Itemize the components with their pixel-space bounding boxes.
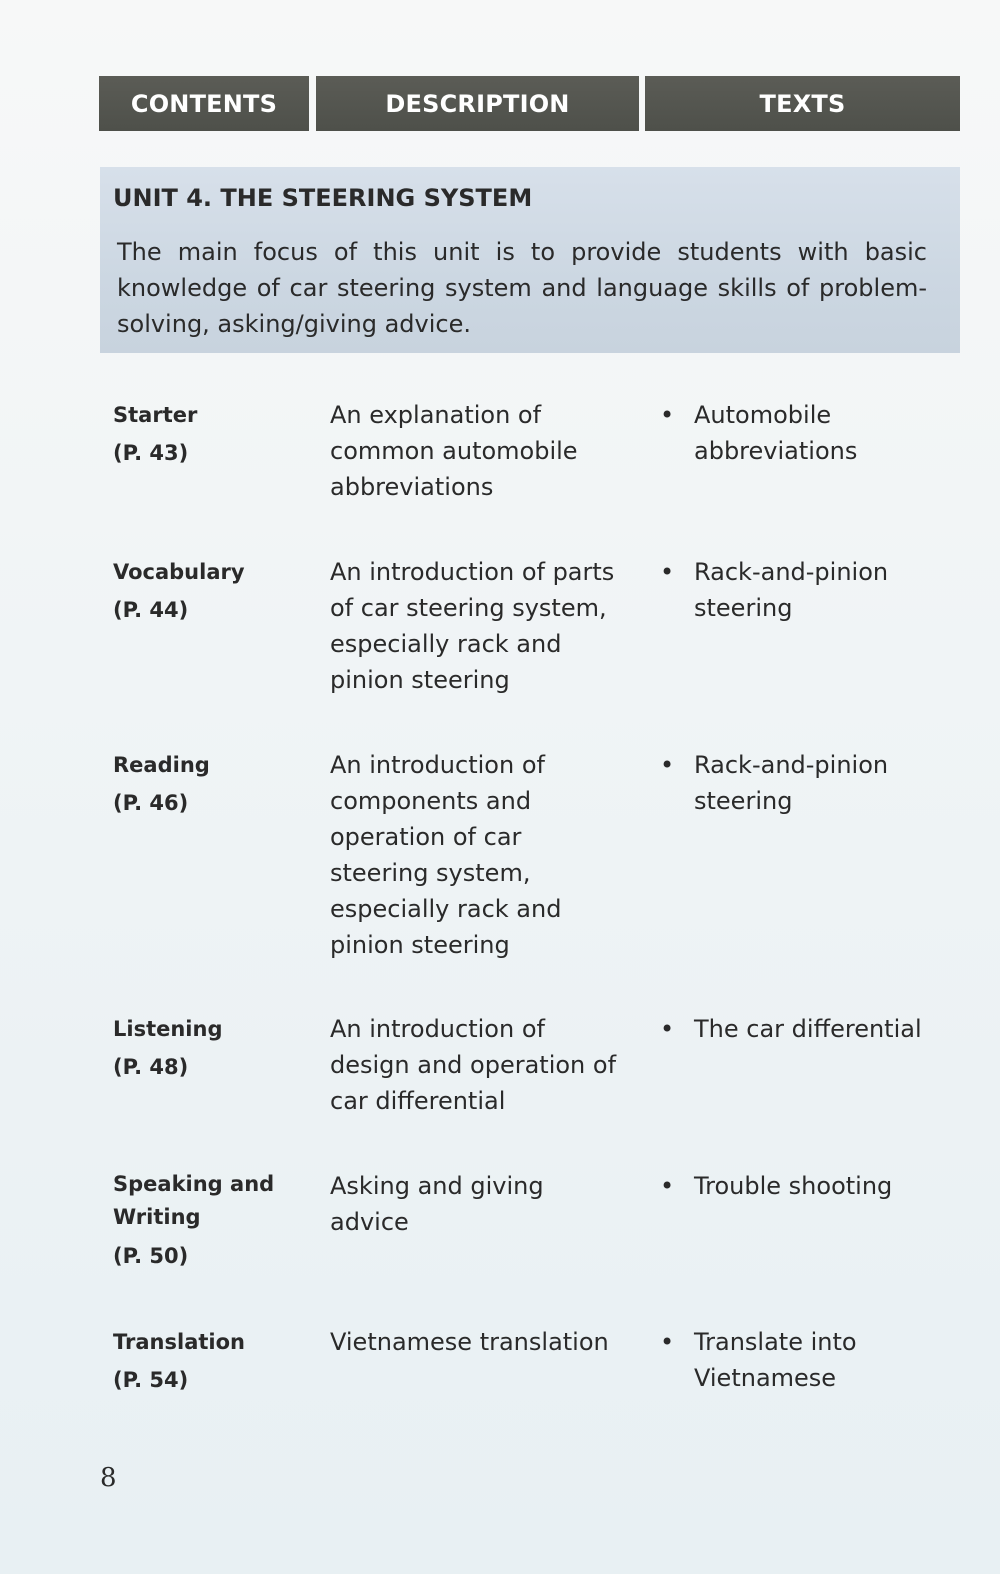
section-name: Listening [113,1017,223,1041]
row-speaking-section [113,1168,283,1279]
section-name: Starter [113,403,198,427]
row-starter-description: An explanation of common automobile abbreviations [330,401,578,501]
header-contents-label: CONTENTS [130,89,278,118]
row-translation-description: Vietnamese translation [330,1328,609,1356]
bullet-icon: • [660,1328,675,1356]
section-name: Translation [113,1330,245,1354]
bullet-icon: • [660,1015,675,1043]
section-name: Vocabulary [113,560,245,584]
text-label: Trouble shooting [694,1172,893,1200]
row-vocabulary-text [660,554,940,626]
row-listening-section [113,1010,313,1086]
section-page: (P. 48) [113,1055,189,1079]
header-description-label: DESCRIPTION [385,89,570,118]
section-page: (P. 50) [113,1244,189,1268]
unit-description: The main focus of this unit is to provide students with basic knowledge of car steering system and language skills of problem-solving, asking/giving advice. [117,238,927,338]
row-translation-text [660,1324,890,1396]
header-description [316,76,639,131]
row-starter-text [660,397,940,469]
row-speaking-text [660,1168,940,1204]
text-label: Translate into Vietnamese [694,1328,857,1392]
unit-title: UNIT 4. THE STEERING SYSTEM [113,184,533,212]
bullet-icon: • [660,401,675,429]
header-texts [645,76,960,131]
bullet-icon: • [660,558,675,586]
row-translation-section [113,1323,313,1399]
row-speaking-description: Asking and giving advice [330,1172,544,1236]
section-page: (P. 46) [113,791,189,815]
row-vocabulary-section [113,553,313,629]
section-name: Speaking and Writing [113,1172,275,1229]
text-label: Automobile abbreviations [694,401,858,465]
row-listening-description: An introduction of design and operation of car differential [330,1015,617,1115]
section-page: (P. 44) [113,598,189,622]
row-listening-text [660,1011,940,1047]
page-number: 8 [100,1463,117,1493]
row-vocabulary-description: An introduction of parts of car steering system, especially rack and pinion steering [330,558,615,694]
text-label: The car differential [694,1015,922,1043]
bullet-icon: • [660,1172,675,1200]
section-page: (P. 54) [113,1368,189,1392]
row-reading-section [113,746,313,822]
row-reading-description: An introduction of components and operation of car steering system, especially rack and pinion steering [330,751,562,959]
row-reading-text [660,747,940,819]
section-page: (P. 43) [113,441,189,465]
bullet-icon: • [660,751,675,779]
section-name: Reading [113,753,210,777]
row-starter-section [113,396,313,472]
text-label: Rack-and-pinion steering [694,751,889,815]
header-texts-label: TEXTS [759,89,846,118]
text-label: Rack-and-pinion steering [694,558,889,622]
header-contents [99,76,309,131]
